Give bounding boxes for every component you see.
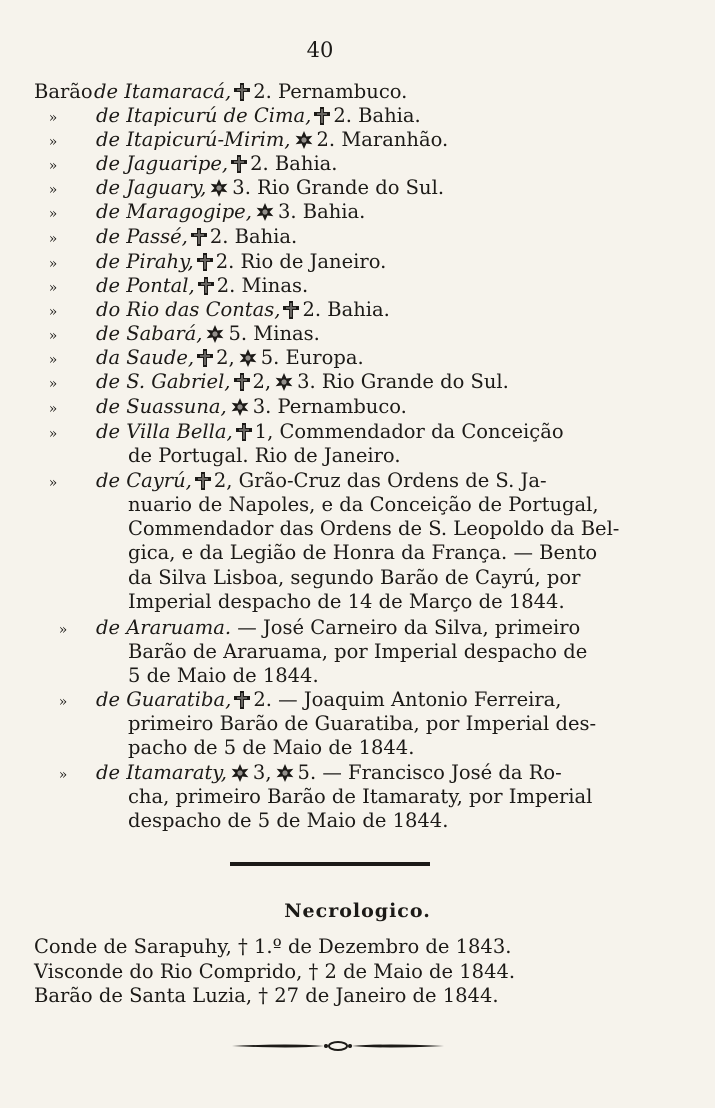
order-cross-icon [314, 107, 330, 125]
quote-mark: » [58, 694, 68, 710]
necrology-entry: Conde de Sarapuhy, † 1.º de Dezembro de 1843. [34, 935, 512, 958]
entry-name: de Jaguary, [96, 176, 207, 199]
order-cross-icon [195, 472, 211, 490]
entry-name: de S. Gabriel, [96, 370, 231, 393]
entry-cont: gica, e da Legião de Honra da França. — Bento [128, 541, 598, 564]
entry-rest: 2. Bahia. [250, 152, 338, 175]
quote-mark: » [48, 352, 58, 368]
entry-name: de Guaratiba, [96, 688, 232, 711]
order-cross-icon [236, 423, 252, 441]
entry-name: de Suassuna, [96, 395, 227, 418]
entry-name: de Itapicurú de Cima, [96, 104, 312, 127]
order-star-icon [209, 179, 229, 197]
entry-name: de Pirahy, [96, 250, 194, 273]
entry-name: de Pontal, [96, 274, 195, 297]
entry-rest: 3, [252, 761, 272, 784]
order-star-icon [205, 325, 225, 343]
entry-name: de Itapicurú-Mirim, [96, 128, 291, 151]
order-cross-icon [234, 83, 250, 101]
entry-rest: 2. Rio de Janeiro. [215, 250, 387, 273]
entry-rest: 3. Bahia. [277, 200, 366, 223]
entry-name: de Maragogipe, [96, 200, 252, 223]
quote-mark: » [48, 475, 58, 491]
entry-name: de Passé, [96, 225, 188, 248]
order-cross-icon [197, 253, 213, 271]
quote-mark: » [48, 304, 58, 320]
necrology-entry: Visconde do Rio Comprido, † 2 de Maio de 1844. [34, 960, 516, 983]
entry-rest: 3. Pernambuco. [252, 395, 407, 418]
entry-rest: 2. Minas. [216, 274, 309, 297]
entry-rest: 2. Bahia. [333, 104, 421, 127]
entry-name: de Itamaracá, [94, 80, 232, 103]
quote-mark: » [48, 134, 58, 150]
order-cross-icon [234, 691, 250, 709]
order-star-icon [230, 398, 250, 416]
order-star-icon [255, 203, 275, 221]
section-divider [230, 862, 430, 866]
entry-rest: 2. Bahia. [209, 225, 298, 248]
order-star-icon [238, 349, 258, 367]
entry-cont: da Silva Lisboa, segundo Barão de Cayrú, por [128, 566, 581, 589]
title-word: Barão [34, 80, 93, 103]
entry-rest: 2. Bahia. [302, 298, 390, 321]
entry-cont: de Portugal. Rio de Janeiro. [128, 444, 401, 467]
section-title: Necrologico. [284, 900, 431, 922]
entry-rest: 5. Minas. [228, 322, 320, 345]
entry-rest: 3. Rio Grande do Sul. [232, 176, 445, 199]
entry-rest: 5. Europa. [260, 346, 364, 369]
entry-rest: — José Carneiro da Silva, primeiro [237, 616, 581, 639]
entry-cont: 5 de Maio de 1844. [128, 664, 319, 687]
quote-mark: » [48, 376, 58, 392]
ornament-divider [232, 1040, 444, 1052]
entry-name: de Villa Bella, [96, 420, 233, 443]
entry-cont: pacho de 5 de Maio de 1844. [128, 736, 415, 759]
quote-mark: » [48, 401, 58, 417]
entry-rest: 2, [252, 370, 272, 393]
entry-rest: 2. Maranhão. [316, 128, 449, 151]
entry-rest: 2, Grão-Cruz das Ordens de S. Ja- [213, 469, 547, 492]
order-cross-icon [198, 277, 214, 295]
quote-mark: » [48, 328, 58, 344]
entry-cont: Commendador das Ordens de S. Leopoldo da Bel- [128, 517, 620, 540]
quote-mark: » [58, 622, 68, 638]
quote-mark: » [48, 426, 58, 442]
order-star-icon [275, 764, 295, 782]
order-cross-icon [191, 228, 207, 246]
entry-name: de Itamaraty, [96, 761, 227, 784]
order-cross-icon [234, 373, 250, 391]
quote-mark: » [48, 158, 58, 174]
entry-cont: Imperial despacho de 14 de Março de 1844. [128, 590, 565, 613]
entry-rest: 5. — Francisco José da Ro- [297, 761, 562, 784]
entry-rest: 2. — Joaquim Antonio Ferreira, [253, 688, 562, 711]
order-cross-icon [197, 349, 213, 367]
order-cross-icon [283, 301, 299, 319]
entry-rest: 2. Pernambuco. [253, 80, 408, 103]
entry-cont: cha, primeiro Barão de Itamaraty, por Imperial [128, 785, 593, 808]
order-star-icon [230, 764, 250, 782]
quote-mark: » [48, 182, 58, 198]
quote-mark: » [48, 110, 58, 126]
entry-cont: Barão de Araruama, por Imperial despacho de [128, 640, 588, 663]
entry-rest: 3. Rio Grande do Sul. [297, 370, 509, 393]
entry-cont: despacho de 5 de Maio de 1844. [128, 809, 449, 832]
order-star-icon [294, 131, 314, 149]
quote-mark: » [48, 206, 58, 222]
entry-name: de Jaguaripe, [96, 152, 229, 175]
order-cross-icon [231, 155, 247, 173]
entry-cont: primeiro Barão de Guaratiba, por Imperial des- [128, 712, 597, 735]
quote-mark: » [48, 256, 58, 272]
quote-mark: » [48, 280, 58, 296]
page-number: 40 [306, 38, 334, 62]
necrology-entry: Barão de Santa Luzia, † 27 de Janeiro de 1844. [34, 984, 499, 1007]
entry-name: de Cayrú, [96, 469, 192, 492]
entry-name: do Rio das Contas, [96, 298, 281, 321]
entry-name: da Saude, [96, 346, 195, 369]
quote-mark: » [58, 767, 68, 783]
quote-mark: » [48, 231, 58, 247]
entry-name: de Araruama. [96, 616, 232, 639]
entry-rest: 2, [216, 346, 235, 369]
entry-cont: nuario de Napoles, e da Conceição de Portugal, [128, 493, 599, 516]
entry-name: de Sabará, [96, 322, 203, 345]
order-star-icon [274, 373, 294, 391]
entry-rest: 1, Commendador da Conceição [254, 420, 564, 443]
